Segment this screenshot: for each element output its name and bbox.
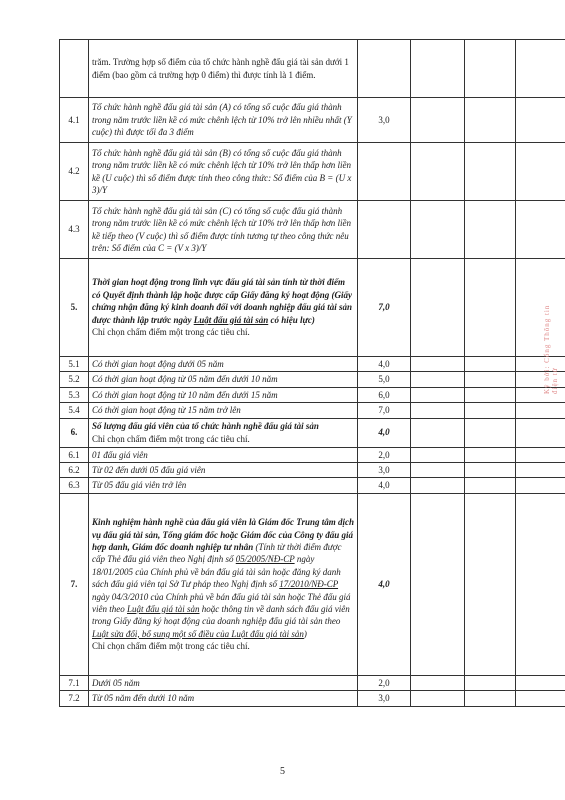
max-points: 3,0 — [358, 691, 411, 706]
score-cell — [465, 447, 516, 462]
criterion-description: Tổ chức hành nghề đấu giá tài sản (C) có tổng số cuộc đấu giá thành trong năm trước liền kề có mức chênh lệch từ 10% trở lên thấp hơn liền kề tiếp theo (V cuộc) thì số điểm được tính tương tự theo công thức nêu trên: Số điểm của C = (V x 3)/Y — [89, 201, 358, 259]
criterion-number: 7.1 — [60, 675, 89, 690]
score-cell — [411, 403, 465, 418]
max-points: 2,0 — [358, 447, 411, 462]
score-cell — [465, 98, 516, 143]
score-cell — [411, 372, 465, 387]
score-cell — [465, 201, 516, 259]
score-cell — [411, 387, 465, 402]
criterion-description: Thời gian hoạt động trong lĩnh vực đấu giá tài sản tính từ thời điểm có Quyết định thành lập hoặc được cấp Giấy đăng ký hoạt động (Giấy chứng nhận đăng ký kinh doanh đối với doanh nghiệp đấu giá tài sản được thành lập trước ngày Luật đấu giá tài sản có hiệu lực) Chỉ chọn chấm điểm một trong các tiêu chí. — [89, 259, 358, 357]
criterion-description: 01 đấu giá viên — [89, 447, 358, 462]
criterion-number: 5.1 — [60, 357, 89, 372]
score-cell — [411, 201, 465, 259]
score-cell — [465, 478, 516, 493]
criterion-description: trăm. Trường hợp số điểm của tổ chức hành nghề đấu giá tài sản dưới 1 điểm (bao gồm cả trường hợp 0 điểm) thì được tính là 1 điểm. — [89, 40, 358, 98]
criterion-number — [60, 40, 89, 98]
table-row — [60, 40, 565, 98]
score-cell — [465, 259, 516, 357]
criterion-description: Có thời gian hoạt động từ 15 năm trở lên — [89, 403, 358, 418]
score-cell — [411, 493, 465, 675]
score-cell — [411, 143, 465, 201]
table-row — [60, 259, 565, 357]
criterion-number: 4.1 — [60, 98, 89, 143]
criterion-number: 6.2 — [60, 463, 89, 478]
score-cell — [516, 98, 565, 143]
score-cell — [465, 387, 516, 402]
max-points: 4,0 — [358, 418, 411, 447]
score-cell — [411, 675, 465, 690]
score-cell — [516, 691, 565, 706]
score-cell — [411, 40, 465, 98]
score-cell — [516, 403, 565, 418]
criterion-description: Số lượng đấu giá viên của tổ chức hành nghề đấu giá tài sản Chỉ chọn chấm điểm một trong các tiêu chí. — [89, 418, 358, 447]
score-cell — [411, 478, 465, 493]
max-points: 3,0 — [358, 463, 411, 478]
table-row — [60, 418, 565, 447]
score-cell — [465, 40, 516, 98]
max-points: 6,0 — [358, 387, 411, 402]
criterion-number: 4.3 — [60, 201, 89, 259]
score-cell — [516, 418, 565, 447]
score-cell — [411, 691, 465, 706]
score-cell — [516, 143, 565, 201]
table-row — [60, 675, 565, 690]
score-cell — [465, 418, 516, 447]
score-cell — [516, 493, 565, 675]
table-body — [60, 40, 565, 707]
table-row — [60, 98, 565, 143]
table-row — [60, 463, 565, 478]
max-points — [358, 40, 411, 98]
table-row — [60, 372, 565, 387]
score-cell — [516, 478, 565, 493]
table-row — [60, 357, 565, 372]
table-row — [60, 447, 565, 462]
score-cell — [465, 493, 516, 675]
criterion-description: Từ 02 đến dưới 05 đấu giá viên — [89, 463, 358, 478]
max-points: 7,0 — [358, 403, 411, 418]
max-points: 4,0 — [358, 493, 411, 675]
criterion-number: 5.4 — [60, 403, 89, 418]
max-points — [358, 201, 411, 259]
score-cell — [411, 418, 465, 447]
criterion-description: Từ 05 đấu giá viên trở lên — [89, 478, 358, 493]
criterion-description: Có thời gian hoạt động từ 05 năm đến dưới 10 năm — [89, 372, 358, 387]
criterion-number: 5.3 — [60, 387, 89, 402]
digital-signature-stamp — [543, 296, 559, 394]
max-points — [358, 143, 411, 201]
score-cell — [516, 463, 565, 478]
max-points: 7,0 — [358, 259, 411, 357]
score-cell — [411, 98, 465, 143]
score-cell — [465, 675, 516, 690]
max-points: 2,0 — [358, 675, 411, 690]
score-cell — [516, 675, 565, 690]
criterion-description: Dưới 05 năm — [89, 675, 358, 690]
score-cell — [411, 463, 465, 478]
criterion-number: 6.3 — [60, 478, 89, 493]
criterion-description: Có thời gian hoạt động dưới 05 năm — [89, 357, 358, 372]
score-cell — [516, 40, 565, 98]
criterion-number: 7. — [60, 493, 89, 675]
score-cell — [465, 403, 516, 418]
score-cell — [465, 372, 516, 387]
max-points: 4,0 — [358, 478, 411, 493]
max-points: 4,0 — [358, 357, 411, 372]
table-row — [60, 201, 565, 259]
score-cell — [516, 447, 565, 462]
max-points: 3,0 — [358, 98, 411, 143]
score-cell — [465, 143, 516, 201]
score-cell — [465, 463, 516, 478]
max-points: 5,0 — [358, 372, 411, 387]
page-number: 5 — [280, 766, 285, 777]
criterion-number: 6. — [60, 418, 89, 447]
criterion-number: 6.1 — [60, 447, 89, 462]
criterion-number: 7.2 — [60, 691, 89, 706]
criterion-description: Kinh nghiệm hành nghề của đấu giá viên là Giám đốc Trung tâm dịch vụ đấu giá tài sản, Tổng giám đốc hoặc Giám đốc của Công ty đấu giá hợp danh, Giám đốc doanh nghiệp tư nhân (Tính từ thời điểm được cấp Thẻ đấu giá viên theo Nghị định số 05/2005/NĐ-CP ngày 18/01/2005 của Chính phủ về bán đấu giá tài sản hoặc đăng ký danh sách đấu giá viên tại Sở Tư pháp theo Nghị định số 17/2010/NĐ-CP ngày 04/3/2010 của Chính phủ về bán đấu giá tài sản hoặc Thẻ đấu giá viên theo Luật đấu giá tài sản hoặc thông tin về danh sách đấu giá viên trong Giấy đăng ký hoạt động của doanh nghiệp đấu giá tài sản theo Luật sửa đổi, bổ sung một số điều của Luật đấu giá tài sản) Chỉ chọn chấm điểm một trong các tiêu chí. — [89, 493, 358, 675]
criterion-description: Có thời gian hoạt động từ 10 năm đến dưới 15 năm — [89, 387, 358, 402]
table-row — [60, 478, 565, 493]
criterion-number: 5.2 — [60, 372, 89, 387]
criterion-number: 4.2 — [60, 143, 89, 201]
table-row — [60, 493, 565, 675]
table-row — [60, 691, 565, 706]
scoring-criteria-table — [59, 39, 565, 707]
score-cell — [411, 259, 465, 357]
score-cell — [411, 357, 465, 372]
score-cell — [465, 691, 516, 706]
table-row — [60, 387, 565, 402]
score-cell — [411, 447, 465, 462]
score-cell — [516, 201, 565, 259]
table-row — [60, 403, 565, 418]
table-row — [60, 143, 565, 201]
stamp-text: Ký bởi: Cổng Thông tin điện tử — [543, 304, 559, 394]
criterion-number: 5. — [60, 259, 89, 357]
score-cell — [465, 357, 516, 372]
criterion-description: Tổ chức hành nghề đấu giá tài sản (A) có tổng số cuộc đấu giá thành trong năm trước liền kề có mức chênh lệch từ 10% trở lên nhiều nhất (Y cuộc) thì được tối đa 3 điểm — [89, 98, 358, 143]
criterion-description: Từ 05 năm đến dưới 10 năm — [89, 691, 358, 706]
criterion-description: Tổ chức hành nghề đấu giá tài sản (B) có tổng số cuộc đấu giá thành trong năm trước liền kề có mức chênh lệch từ 10% trở lên thấp hơn liền kề (U cuộc) thì số điểm được tính theo công thức: Số điểm của B = (U x 3)/Y — [89, 143, 358, 201]
